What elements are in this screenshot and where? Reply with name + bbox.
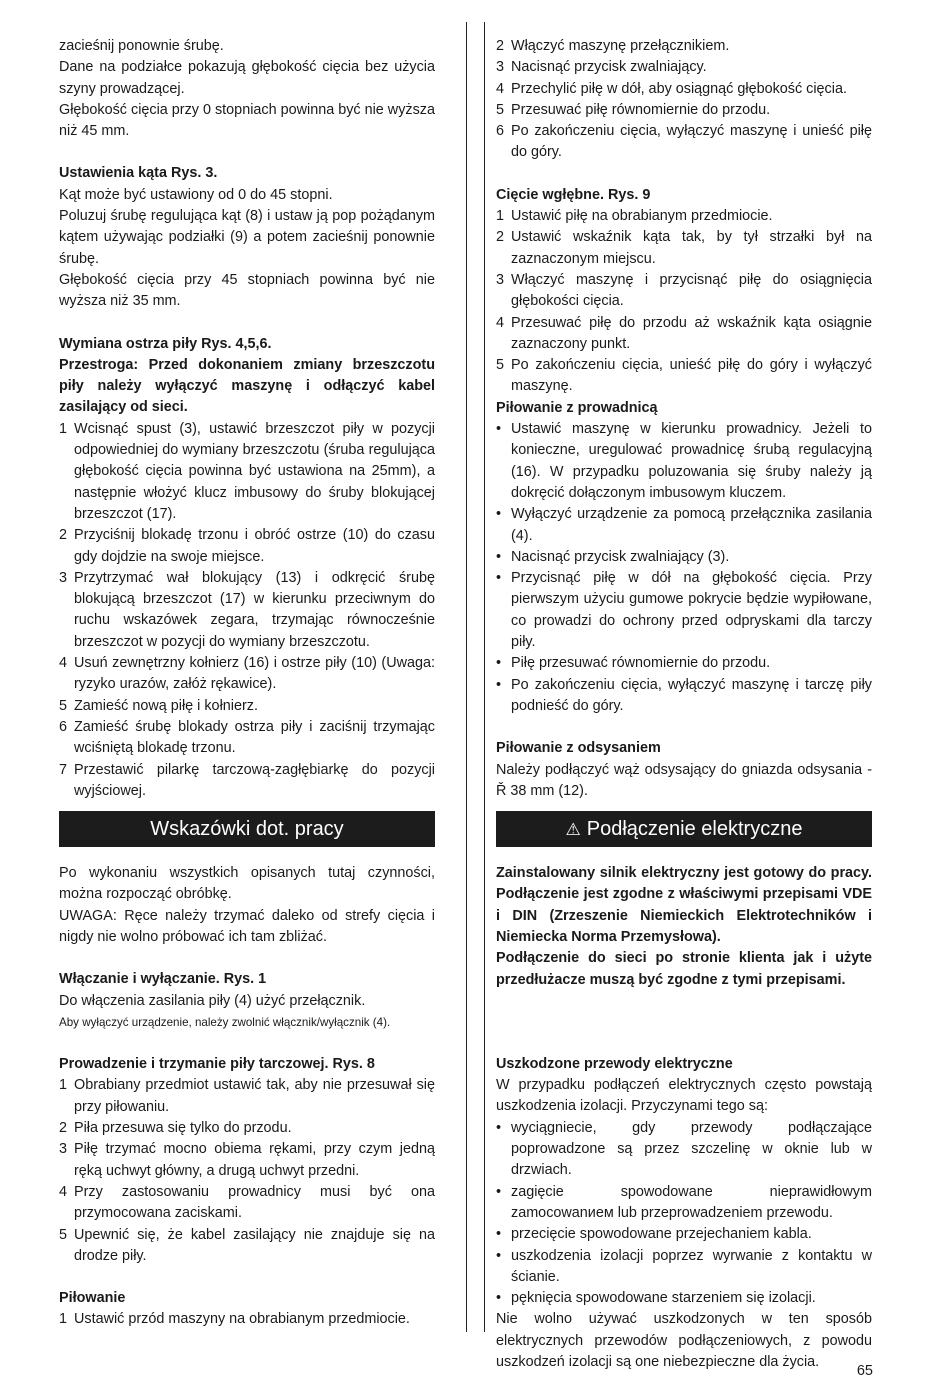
step-number: 7 <box>59 761 68 778</box>
step-number: 5 <box>59 1226 68 1243</box>
electric-banner <box>496 811 872 847</box>
step-text: Usuń zewnętrzny kołnierz (16) i ostrze piły (10) (Uwaga: ryzyko urazów, załóż rękawice). <box>74 655 435 693</box>
bullet-text: Nacisnąć przycisk zwalniający (3). <box>511 548 730 565</box>
step-text: Zamieść śrubę blokady ostrza piły i zaciśnij trzymając wciśniętą blokadę trzonu. <box>74 718 435 757</box>
damaged-bullet <box>496 1118 872 1182</box>
bullet-text: Ustawić maszynę w kierunku prowadnicy. Jeżeli to konieczne, uregulować prowadnicę śrubą regulacyjną (16). W przypadku poluzowania się śruby należy ją dokręcić dołączonym imbusowym kluczem. <box>511 421 872 501</box>
step-number: 1 <box>59 1311 68 1328</box>
work-intro: UWAGA: Ręce należy trzymać daleko od strefy cięcia i nigdy nie wolno próbować ich tam zbliżać. <box>59 907 435 945</box>
step-number: 3 <box>59 569 68 586</box>
step-text: Ustawić wskaźnik kąta tak, by tył strzałki był na zaznaczonym miejscu. <box>511 229 872 267</box>
bullet-dot: • <box>496 1183 502 1200</box>
bullet-text: Piłę przesuwać równomiernie do przodu. <box>511 655 771 672</box>
damaged-bullet <box>496 1246 872 1289</box>
step-number: 4 <box>496 314 505 331</box>
plunge-step <box>496 270 872 313</box>
intro-line: Dane na podziałce pokazują głębokość cięcia bez użycia szyny prowadzącej. <box>59 59 435 97</box>
plunge-step <box>496 206 872 227</box>
left-column <box>59 36 435 1331</box>
onoff-text-small: Aby wyłączyć urządzenie, należy zwolnić włącznik/wyłącznik (4). <box>59 1015 391 1029</box>
guide-step <box>59 1118 435 1139</box>
bullet-dot: • <box>496 1226 502 1243</box>
guide-step <box>59 1139 435 1182</box>
step-number: 1 <box>59 420 68 437</box>
plunge-step <box>496 355 872 398</box>
sawing-step <box>496 36 872 57</box>
step-number: 4 <box>496 80 505 97</box>
step-text: Po zakończeniu cięcia, wyłączyć maszynę i unieść piłę do góry. <box>511 123 872 161</box>
sawing-heading: Piłowanie <box>59 1290 126 1307</box>
bullet-text: przecięcie spowodowane przejechaniem kabla. <box>511 1226 812 1243</box>
step-text: Obrabiany przedmiot ustawić tak, aby nie przesuwał się przy piłowaniu. <box>74 1077 435 1115</box>
step-text: Piła przesuwa się tylko do przodu. <box>74 1120 292 1137</box>
step-text: Ustawić przód maszyny na obrabianym przedmiocie. <box>74 1311 410 1328</box>
angle-text: Kąt może być ustawiony od 0 do 45 stopni. <box>59 186 333 203</box>
blade-step <box>59 419 435 525</box>
bullet-text: zagięcie spowodowane nieprawidłowym zamocowanием lub przeprowadzeniem przewodu. <box>511 1183 872 1221</box>
guided-bullet <box>496 675 872 718</box>
bullet-text: Przycisnąć piłę w dół na głębokość cięcia. Przy pierwszym użyciu gumowe pokrycie będzie wypiłowane, co prowadzi do ochrony przed odpryskami dla tarczy piły. <box>511 570 872 651</box>
guided-heading: Piłowanie z prowadnicą <box>496 399 658 416</box>
work-banner-title: Wskazówki dot. pracy <box>150 818 344 841</box>
intro-line: zacieśnij ponownie śrubę. <box>59 38 224 54</box>
step-number: 2 <box>496 229 505 246</box>
damaged-bullet <box>496 1182 872 1225</box>
step-number: 3 <box>496 271 505 288</box>
plunge-step <box>496 313 872 356</box>
step-number: 4 <box>59 655 68 672</box>
guide-heading: Prowadzenie i trzymanie piły tarczowej. Rys. 8 <box>59 1056 375 1073</box>
damaged-bullet <box>496 1224 872 1245</box>
bullet-dot: • <box>496 1290 502 1307</box>
sawing-step <box>59 1309 435 1330</box>
bullet-dot: • <box>496 676 502 693</box>
step-text: Po zakończeniu cięcia, unieść piłę do góry i wyłączyć maszynę. <box>511 357 872 395</box>
damaged-bullet <box>496 1288 872 1309</box>
bullet-dot: • <box>496 506 502 523</box>
intro-line: Głębokość cięcia przy 0 stopniach powinna być nie wyższa niż 45 mm. <box>59 101 435 140</box>
column-divider-left <box>466 22 467 1332</box>
step-number: 2 <box>59 1120 68 1137</box>
bullet-dot: • <box>496 421 502 438</box>
step-text: Włączyć maszynę i przycisnąć piłę do osiągnięcia głębokości cięcia. <box>511 271 872 310</box>
step-text: Włączyć maszynę przełącznikiem. <box>511 38 730 54</box>
bullet-text: uszkodzenia izolacji poprzez wyrwanie z kontaktu w ścianie. <box>511 1247 872 1285</box>
sawing-step <box>496 121 872 164</box>
bullet-dot: • <box>496 1247 502 1264</box>
work-banner <box>59 811 435 847</box>
guided-bullet <box>496 504 872 547</box>
blade-step <box>59 653 435 696</box>
step-text: Przesuwać piłę równomiernie do przodu. <box>511 101 771 118</box>
angle-text: Poluzuj śrubę regulująca kąt (8) i ustaw ją pop pożądanym kątem używając podziałki (9) a potem zacieśnij ponownie śrubę. <box>59 208 435 267</box>
step-text: Wcisnąć spust (3), ustawić brzeszczot piły w pozycji odpowiedniej do wymiany brzeszczotu (śruba regulująca głębokość cięcia powinna być ustawiona na 25mm), a następnie włożyć klucz imbusowy do śruby blokującej brzeszczot (17). <box>74 420 435 522</box>
blade-step <box>59 717 435 760</box>
sawing-step <box>496 57 872 78</box>
bullet-text: pęknięcia spowodowane starzeniem się izolacji. <box>511 1290 816 1307</box>
step-number: 5 <box>59 697 68 714</box>
step-text: Przy zastosowaniu prowadnicy musi być ona przymocowana zaciskami. <box>74 1183 435 1222</box>
right-column <box>496 36 872 1373</box>
step-text: Piłę trzymać mocno obiema rękami, przy czym jedną ręką uchwyt główny, a drugą uchwyt przedni. <box>74 1141 435 1179</box>
step-number: 6 <box>496 123 505 140</box>
step-text: Nacisnąć przycisk zwalniający. <box>511 59 707 76</box>
sawing-step <box>496 100 872 121</box>
step-number: 6 <box>59 718 68 735</box>
blade-step <box>59 760 435 803</box>
extraction-heading: Piłowanie z odsysaniem <box>496 740 661 757</box>
guided-bullet <box>496 547 872 568</box>
step-number: 5 <box>496 101 505 118</box>
blade-step <box>59 696 435 717</box>
bullet-dot: • <box>496 655 502 672</box>
blade-step <box>59 525 435 568</box>
damaged-heading: Uszkodzone przewody elektryczne <box>496 1055 733 1072</box>
extraction-text: Należy podłączyć wąż odsysający do gniazda odsysania - Ř 38 mm (12). <box>496 761 872 799</box>
step-text: Upewnić się, że kabel zasilający nie znajduje się na drodze piły. <box>74 1226 435 1264</box>
step-text: Przytrzymać wał blokujący (13) i odkręcić śrubę blokującą brzeszczot (17) w kierunku przeciwnym do ruchu wskazówek zegara, trzymając równocześnie brzeszczot w pozycji do wymiany brzeszczotu. <box>74 569 435 650</box>
electric-banner-title: Podłączenie elektryczne <box>586 818 803 841</box>
warning-icon: ⚠ <box>565 820 581 840</box>
bullet-dot: • <box>496 1119 502 1136</box>
plunge-heading: Cięcie wgłębne. Rys. 9 <box>496 186 651 203</box>
guide-step <box>59 1182 435 1225</box>
step-number: 1 <box>496 208 505 225</box>
sawing-step <box>496 79 872 100</box>
bullet-text: Wyłączyć urządzenie za pomocą przełącznika zasilania (4). <box>511 506 872 544</box>
step-number: 3 <box>496 59 505 76</box>
work-intro: Po wykonaniu wszystkich opisanych tutaj czynności, można rozpocząć obróbkę. <box>59 865 435 903</box>
damaged-intro: W przypadku podłączeń elektrycznych często powstają uszkodzenia izolacji. Przyczynami tego są: <box>496 1077 872 1115</box>
angle-heading: Ustawienia kąta Rys. 3. <box>59 165 218 182</box>
step-text: Przechylić piłę w dół, aby osiągnąć głębokość cięcia. <box>511 80 847 97</box>
step-number: 4 <box>59 1183 68 1200</box>
bullet-dot: • <box>496 548 502 565</box>
bullet-text: wyciągniecie, gdy przewody podłączające poprowadzone są przez szczelinę w oknie lub w drzwiach. <box>511 1119 872 1179</box>
step-number: 1 <box>59 1077 68 1094</box>
step-text: Zamieść nową piłę i kołnierz. <box>74 697 258 714</box>
step-text: Przyciśnij blokadę trzonu i obróć ostrze (10) do czasu gdy dojdzie na swoje miejsce. <box>74 527 435 565</box>
guided-bullet <box>496 653 872 674</box>
step-number: 2 <box>59 527 68 544</box>
step-text: Przestawić pilarkę tarczową-zagłębiarkę do pozycji wyjściowej. <box>74 761 435 799</box>
angle-text: Głębokość cięcia przy 45 stopniach powinna być nie wyższa niż 35 mm. <box>59 271 435 310</box>
guide-step <box>59 1225 435 1268</box>
guided-bullet <box>496 568 872 653</box>
column-divider-right <box>484 22 485 1332</box>
step-text: Ustawić piłę na obrabianym przedmiocie. <box>511 208 773 225</box>
page-number: 65 <box>856 1363 873 1379</box>
onoff-heading: Włączanie i wyłączanie. Rys. 1 <box>59 971 267 988</box>
blade-heading: Wymiana ostrza piły Rys. 4,5,6. <box>59 335 272 352</box>
electric-bold-text: Zainstalowany silnik elektryczny jest gotowy do pracy. Podłączenie jest zgodne z właściwymi przepisami VDE i DIN (Zrzeszenie Niemieckich Elektrotechników i Niemiecka Norma Przemysłowa). <box>496 865 872 945</box>
guided-bullet <box>496 419 872 504</box>
bullet-text: Po zakończeniu cięcia, wyłączyć maszynę i tarczę piły podnieść do góry. <box>511 676 872 714</box>
step-text: Przesuwać piłę do przodu aż wskaźnik kąta osiągnie zaznaczony punkt. <box>511 314 872 352</box>
guide-step <box>59 1075 435 1118</box>
step-number: 3 <box>59 1141 68 1158</box>
plunge-step <box>496 227 872 270</box>
step-number: 2 <box>496 38 505 54</box>
blade-warning: Przestroga: Przed dokonaniem zmiany brzeszczotu piły należy wyłączyć maszynę i odłączyć kabel zasilający od sieci. <box>59 356 435 416</box>
onoff-text: Do włączenia zasilania piły (4) użyć przełącznik. <box>59 992 366 1009</box>
damaged-outro: Nie wolno używać uszkodzonych w ten sposób elektrycznych przewodów podłączeniowych, z powodu uszkodzeń izolacji są one niebezpieczne dla życia. <box>496 1311 872 1371</box>
step-number: 5 <box>496 357 505 374</box>
blade-step <box>59 568 435 653</box>
bullet-dot: • <box>496 570 502 587</box>
electric-bold-text: Podłączenie do sieci po stronie klienta jak i użyte przedłużacze muszą być zgodne z tymi przepisami. <box>496 950 872 988</box>
